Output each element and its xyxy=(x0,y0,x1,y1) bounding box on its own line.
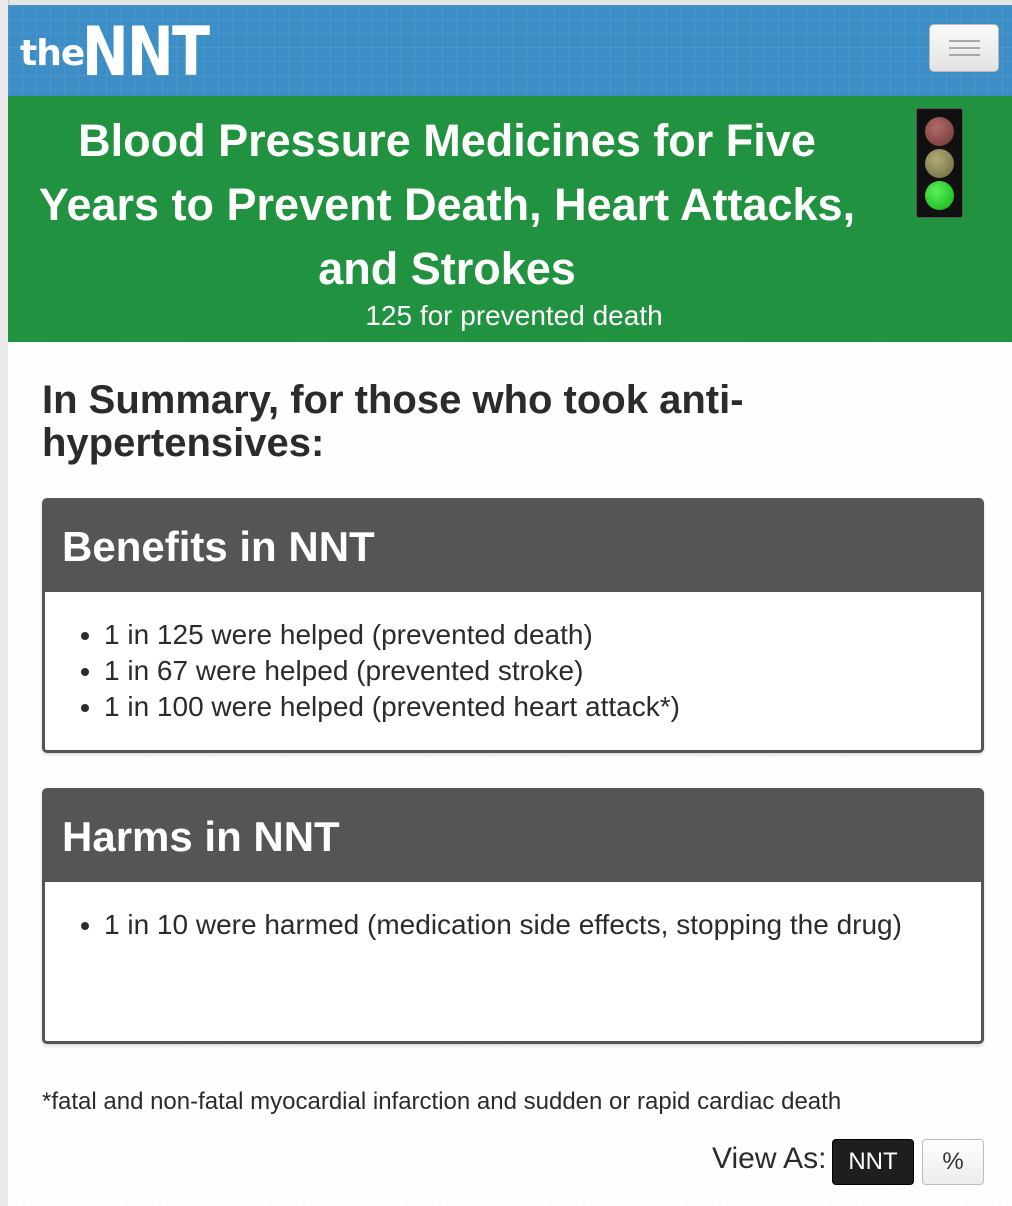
view-as-nnt-button[interactable]: NNT xyxy=(832,1139,914,1185)
benefit-item: • 1 in 67 were helped (prevented stroke) xyxy=(104,653,981,689)
traffic-light-icon xyxy=(916,108,963,218)
navbar xyxy=(8,5,1012,96)
benefits-list xyxy=(45,592,981,725)
logo-nnt-text: NNT xyxy=(82,13,209,92)
harm-item: • 1 in 10 were harmed (medication side effects, stopping the drug) xyxy=(104,907,981,943)
main-content xyxy=(8,342,1012,1206)
logo-the-text: the xyxy=(20,33,85,74)
page xyxy=(8,5,1012,1206)
hamburger-menu-icon xyxy=(949,54,980,56)
page-subtitle: 125 for prevented death xyxy=(365,300,663,331)
footnote: *fatal and non-fatal myocardial infarction and sudden or rapid cardiac death xyxy=(42,1088,842,1115)
harms-list xyxy=(45,882,981,943)
hero-banner xyxy=(8,96,1012,342)
hamburger-menu-icon xyxy=(949,40,980,42)
page-title: Blood Pressure Medicines for Five Years to Prevent Death, Heart Attacks, and Strokes xyxy=(38,115,856,294)
benefits-panel xyxy=(42,498,984,753)
view-as-percent-button[interactable]: % xyxy=(922,1139,984,1185)
benefit-item: • 1 in 125 were helped (prevented death) xyxy=(104,617,981,653)
hamburger-menu-icon xyxy=(949,47,980,49)
harms-panel-title: Harms in NNT xyxy=(45,791,981,882)
green-lamp-icon xyxy=(925,181,954,210)
benefit-item: • 1 in 100 were helped (prevented heart attack*) xyxy=(104,689,981,725)
red-lamp-icon xyxy=(925,117,954,146)
yellow-lamp-icon xyxy=(925,149,954,178)
view-as-label: View As: xyxy=(712,1142,827,1175)
benefits-panel-title: Benefits in NNT xyxy=(45,501,981,592)
summary-heading: In Summary, for those who took anti-hypertensives: xyxy=(42,378,744,465)
harms-panel xyxy=(42,788,984,1044)
hamburger-menu-button[interactable] xyxy=(929,24,999,72)
